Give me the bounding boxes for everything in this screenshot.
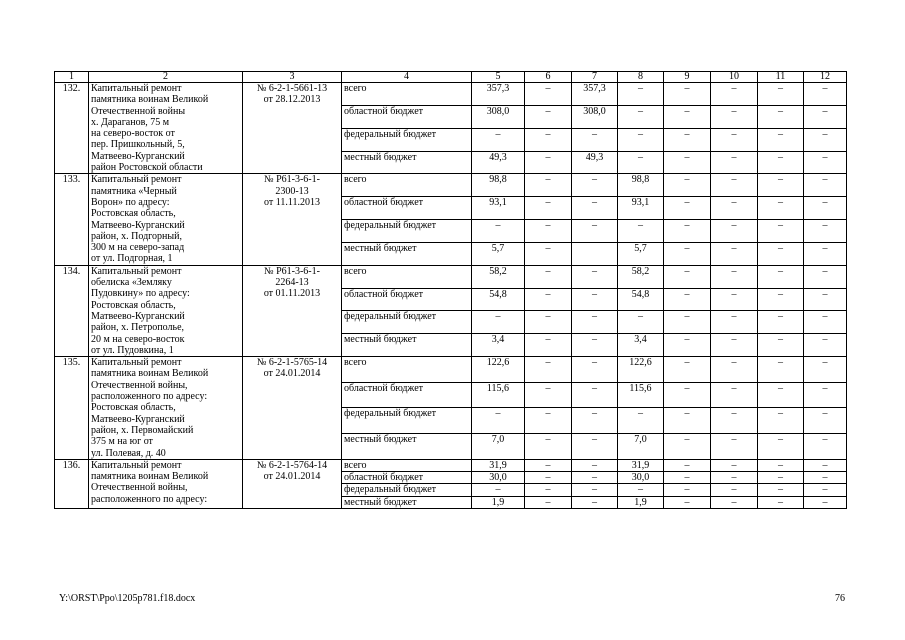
column-number: 5 — [472, 72, 525, 83]
amount-cell: – — [804, 105, 847, 128]
description-line: пер. Пришкольный, 5, — [91, 139, 185, 151]
description-line: х. Дараганов, 75 м — [91, 116, 170, 128]
column-number: 6 — [525, 72, 572, 83]
amount-cell: – — [804, 265, 847, 288]
entry-number: 134. — [55, 265, 89, 356]
amount-cell: – — [572, 382, 618, 408]
column-number: 2 — [89, 72, 243, 83]
description-line: Ворон» по адресу: — [91, 196, 170, 208]
amount-cell: – — [525, 472, 572, 484]
column-number: 8 — [618, 72, 664, 83]
amount-cell: – — [525, 105, 572, 128]
funding-source: всего — [342, 174, 472, 197]
amount-cell: 98,8 — [618, 174, 664, 197]
document-reference — [243, 265, 342, 356]
amount-cell: – — [525, 242, 572, 265]
amount-cell: – — [572, 496, 618, 508]
amount-cell: 308,0 — [572, 105, 618, 128]
funding-source: областной бюджет — [342, 105, 472, 128]
amount-cell: – — [664, 197, 711, 220]
amount-cell: – — [664, 242, 711, 265]
amount-cell: – — [804, 434, 847, 460]
amount-cell: – — [472, 128, 525, 151]
column-number: 11 — [758, 72, 804, 83]
column-number: 12 — [804, 72, 847, 83]
amount-cell: – — [804, 174, 847, 197]
amount-cell: 3,4 — [618, 334, 664, 357]
entry-number: 133. — [55, 174, 89, 265]
description-line: памятника воинам Великой — [91, 471, 209, 483]
funding-source: областной бюджет — [342, 382, 472, 408]
description-line: Отечественной войны, — [91, 379, 188, 391]
entry-number: 135. — [55, 357, 89, 460]
amount-cell: – — [664, 220, 711, 243]
funding-source: федеральный бюджет — [342, 220, 472, 243]
amount-cell: – — [804, 496, 847, 508]
amount-cell: – — [618, 128, 664, 151]
amount-cell: – — [711, 472, 758, 484]
column-number: 1 — [55, 72, 89, 83]
amount-cell: – — [711, 484, 758, 496]
amount-cell: – — [525, 484, 572, 496]
amount-cell: – — [758, 311, 804, 334]
document-line: от 28.12.2013 — [263, 94, 321, 106]
amount-cell: 54,8 — [618, 288, 664, 311]
document-reference — [243, 83, 342, 174]
amount-cell: – — [572, 484, 618, 496]
amount-cell: 7,0 — [472, 434, 525, 460]
amount-cell: 98,8 — [472, 174, 525, 197]
amount-cell: – — [664, 408, 711, 434]
funding-source: областной бюджет — [342, 197, 472, 220]
amount-cell: 30,0 — [472, 472, 525, 484]
description-line: Ростовская область, — [91, 299, 176, 311]
amount-cell: – — [525, 128, 572, 151]
amount-cell: – — [572, 265, 618, 288]
description-line: район, х. Петрополье, — [91, 322, 185, 334]
document-line: № Р61-3-6-1- — [264, 265, 320, 277]
amount-cell: – — [525, 357, 572, 383]
amount-cell: – — [525, 459, 572, 471]
column-number: 9 — [664, 72, 711, 83]
amount-cell: 1,9 — [618, 496, 664, 508]
amount-cell: – — [804, 459, 847, 471]
amount-cell: 58,2 — [618, 265, 664, 288]
table-body — [55, 72, 847, 509]
amount-cell: 54,8 — [472, 288, 525, 311]
funding-source: всего — [342, 265, 472, 288]
amount-cell: – — [804, 197, 847, 220]
amount-cell: – — [472, 408, 525, 434]
amount-cell: – — [664, 484, 711, 496]
amount-cell: – — [711, 408, 758, 434]
description-line: на северо-восток от — [91, 128, 175, 140]
amount-cell: – — [711, 382, 758, 408]
amount-cell: 308,0 — [472, 105, 525, 128]
column-number: 4 — [342, 72, 472, 83]
object-description — [89, 357, 243, 460]
amount-cell: 3,4 — [472, 334, 525, 357]
amount-cell: – — [711, 357, 758, 383]
description-line: Капитальный ремонт — [91, 265, 182, 277]
amount-cell: – — [804, 484, 847, 496]
amount-cell: 357,3 — [472, 83, 525, 106]
funding-source: областной бюджет — [342, 288, 472, 311]
amount-cell: – — [804, 382, 847, 408]
funding-source: всего — [342, 83, 472, 106]
amount-cell: – — [758, 459, 804, 471]
column-number: 7 — [572, 72, 618, 83]
amount-cell: – — [664, 265, 711, 288]
amount-cell: – — [664, 496, 711, 508]
amount-cell: – — [525, 434, 572, 460]
amount-cell: – — [711, 174, 758, 197]
amount-cell: 122,6 — [472, 357, 525, 383]
amount-cell: – — [804, 242, 847, 265]
amount-cell: 58,2 — [472, 265, 525, 288]
amount-cell: – — [804, 151, 847, 174]
amount-cell: – — [618, 151, 664, 174]
amount-cell: – — [664, 357, 711, 383]
amount-cell: – — [618, 408, 664, 434]
description-line: Отечественной войны — [91, 105, 186, 117]
amount-cell: – — [804, 220, 847, 243]
amount-cell: – — [525, 382, 572, 408]
amount-cell: – — [758, 484, 804, 496]
table-row — [55, 459, 847, 471]
amount-cell: 115,6 — [618, 382, 664, 408]
amount-cell: – — [758, 334, 804, 357]
funding-source: местный бюджет — [342, 496, 472, 508]
amount-cell: – — [618, 83, 664, 106]
object-description — [89, 265, 243, 356]
description-line: Матвеево-Курганский — [91, 150, 185, 162]
amount-cell: – — [804, 288, 847, 311]
amount-cell: – — [525, 151, 572, 174]
amount-cell: – — [664, 311, 711, 334]
amount-cell: 5,7 — [472, 242, 525, 265]
table-row — [55, 357, 847, 383]
amount-cell: – — [804, 311, 847, 334]
document-line: от 24.01.2014 — [263, 368, 321, 380]
amount-cell — [572, 242, 618, 265]
amount-cell: 122,6 — [618, 357, 664, 383]
description-line: Отечественной войны, — [91, 482, 188, 494]
funding-source: федеральный бюджет — [342, 408, 472, 434]
amount-cell: – — [572, 174, 618, 197]
amount-cell: – — [804, 83, 847, 106]
funding-source: всего — [342, 357, 472, 383]
amount-cell: 30,0 — [618, 472, 664, 484]
amount-cell: – — [572, 220, 618, 243]
description-line: Капитальный ремонт — [91, 174, 182, 186]
budget-table — [54, 71, 847, 509]
amount-cell: – — [758, 472, 804, 484]
description-line: памятника «Черный — [91, 185, 177, 197]
amount-cell: – — [572, 334, 618, 357]
description-line: Капитальный ремонт — [91, 357, 182, 369]
description-line: Капитальный ремонт — [91, 83, 182, 94]
column-number-row — [55, 72, 847, 83]
amount-cell: – — [758, 174, 804, 197]
amount-cell: – — [664, 334, 711, 357]
amount-cell: – — [758, 434, 804, 460]
amount-cell: – — [758, 242, 804, 265]
amount-cell: – — [664, 288, 711, 311]
amount-cell: – — [758, 151, 804, 174]
amount-cell: – — [664, 472, 711, 484]
amount-cell: 1,9 — [472, 496, 525, 508]
amount-cell: – — [711, 151, 758, 174]
amount-cell: – — [711, 434, 758, 460]
amount-cell: – — [711, 197, 758, 220]
table-row — [55, 83, 847, 106]
amount-cell: – — [572, 472, 618, 484]
document-line: № Р61-3-6-1- — [264, 174, 320, 186]
description-line: Пудовкину» по адресу: — [91, 288, 190, 300]
funding-source: местный бюджет — [342, 242, 472, 265]
document-reference — [243, 459, 342, 508]
amount-cell: – — [572, 311, 618, 334]
amount-cell: – — [572, 197, 618, 220]
amount-cell: – — [525, 174, 572, 197]
amount-cell: – — [664, 83, 711, 106]
amount-cell: – — [711, 334, 758, 357]
description-line: расположенного по адресу: — [91, 493, 208, 505]
amount-cell: – — [664, 459, 711, 471]
document-reference — [243, 174, 342, 265]
description-line: 300 м на северо-запад — [91, 242, 185, 254]
amount-cell: – — [572, 459, 618, 471]
footer-file-path: Y:\ORST\Ppo\1205p781.f18.docx — [59, 593, 196, 604]
description-line: Матвеево-Курганский — [91, 310, 185, 322]
amount-cell: – — [758, 382, 804, 408]
entry-number: 136. — [55, 459, 89, 508]
amount-cell: – — [758, 357, 804, 383]
document-line: от 01.11.2013 — [263, 288, 321, 300]
document-line: № 6-2-1-5765-14 — [256, 357, 328, 369]
object-description — [89, 83, 243, 174]
funding-source: федеральный бюджет — [342, 128, 472, 151]
amount-cell: – — [711, 105, 758, 128]
amount-cell: 49,3 — [572, 151, 618, 174]
amount-cell: – — [618, 311, 664, 334]
amount-cell: – — [711, 311, 758, 334]
column-number: 10 — [711, 72, 758, 83]
amount-cell: – — [758, 408, 804, 434]
amount-cell: – — [711, 83, 758, 106]
funding-source: областной бюджет — [342, 472, 472, 484]
funding-source: местный бюджет — [342, 334, 472, 357]
amount-cell: 93,1 — [618, 197, 664, 220]
amount-cell: – — [664, 382, 711, 408]
description-line: Капитальный ремонт — [91, 459, 182, 471]
document-line: от 11.11.2013 — [264, 196, 320, 208]
page-number: 76 — [835, 593, 845, 604]
funding-source: местный бюджет — [342, 151, 472, 174]
amount-cell: – — [525, 197, 572, 220]
amount-cell: – — [525, 311, 572, 334]
object-description — [89, 459, 243, 508]
amount-cell: – — [804, 128, 847, 151]
amount-cell: – — [758, 265, 804, 288]
amount-cell: 93,1 — [472, 197, 525, 220]
amount-cell: – — [525, 220, 572, 243]
amount-cell: – — [758, 83, 804, 106]
description-line: от ул. Пудовкина, 1 — [91, 344, 174, 356]
table-row — [55, 174, 847, 197]
amount-cell: – — [758, 128, 804, 151]
amount-cell: 31,9 — [472, 459, 525, 471]
amount-cell: – — [525, 265, 572, 288]
object-description — [89, 174, 243, 265]
amount-cell: – — [572, 434, 618, 460]
amount-cell: – — [711, 496, 758, 508]
column-number: 3 — [243, 72, 342, 83]
amount-cell: – — [804, 334, 847, 357]
document-line: от 24.01.2014 — [263, 471, 321, 483]
description-line: расположенного по адресу: — [91, 391, 208, 403]
amount-cell: – — [711, 265, 758, 288]
amount-cell: – — [664, 151, 711, 174]
document-line: 2264-13 — [275, 277, 309, 289]
description-line: от ул. Подгорная, 1 — [91, 253, 173, 265]
amount-cell: – — [572, 128, 618, 151]
amount-cell: – — [758, 288, 804, 311]
description-line: обелиска «Земляку — [91, 277, 172, 289]
amount-cell: – — [525, 83, 572, 106]
funding-source: федеральный бюджет — [342, 311, 472, 334]
amount-cell: 31,9 — [618, 459, 664, 471]
funding-source: федеральный бюджет — [342, 484, 472, 496]
amount-cell: – — [711, 459, 758, 471]
description-line: 375 м на юг от — [91, 436, 153, 448]
amount-cell: – — [472, 484, 525, 496]
document-line: № 6-2-1-5764-14 — [256, 459, 328, 471]
amount-cell: – — [618, 105, 664, 128]
description-line: район Ростовской области — [91, 162, 203, 174]
amount-cell: 7,0 — [618, 434, 664, 460]
amount-cell: – — [572, 357, 618, 383]
amount-cell: – — [711, 220, 758, 243]
amount-cell: – — [804, 408, 847, 434]
amount-cell: – — [711, 128, 758, 151]
amount-cell: – — [758, 105, 804, 128]
amount-cell: – — [618, 484, 664, 496]
description-line: 20 м на северо-восток — [91, 333, 185, 345]
amount-cell: – — [472, 220, 525, 243]
funding-source: всего — [342, 459, 472, 471]
description-line: Ростовская область, — [91, 402, 176, 414]
amount-cell: – — [525, 288, 572, 311]
funding-source: местный бюджет — [342, 434, 472, 460]
amount-cell: 5,7 — [618, 242, 664, 265]
entry-number: 132. — [55, 83, 89, 174]
description-line: памятника воинам Великой — [91, 368, 209, 380]
amount-cell: – — [525, 334, 572, 357]
document-line: 2300-13 — [275, 185, 309, 197]
amount-cell: – — [711, 288, 758, 311]
description-line: Ростовская область, — [91, 208, 176, 220]
amount-cell: – — [758, 496, 804, 508]
description-line: Матвеево-Курганский — [91, 219, 185, 231]
amount-cell: 115,6 — [472, 382, 525, 408]
description-line: район, х. Подгорный, — [91, 230, 182, 242]
document-line: № 6-2-1-5661-13 — [256, 83, 328, 94]
table-row — [55, 265, 847, 288]
amount-cell: – — [618, 220, 664, 243]
amount-cell: – — [758, 197, 804, 220]
amount-cell: – — [525, 496, 572, 508]
amount-cell: – — [525, 408, 572, 434]
amount-cell: – — [664, 174, 711, 197]
amount-cell: – — [572, 408, 618, 434]
description-line: район, х. Первомайский — [91, 424, 194, 436]
document-reference — [243, 357, 342, 460]
amount-cell: 49,3 — [472, 151, 525, 174]
description-line: Матвеево-Курганский — [91, 413, 185, 425]
amount-cell: – — [572, 288, 618, 311]
amount-cell: – — [664, 434, 711, 460]
amount-cell: – — [664, 105, 711, 128]
amount-cell: – — [804, 472, 847, 484]
amount-cell: – — [758, 220, 804, 243]
amount-cell: – — [664, 128, 711, 151]
description-line: ул. Полевая, д. 40 — [91, 447, 166, 459]
description-line: памятника воинам Великой — [91, 94, 209, 106]
amount-cell: – — [804, 357, 847, 383]
amount-cell: – — [711, 242, 758, 265]
amount-cell: 357,3 — [572, 83, 618, 106]
amount-cell: – — [472, 311, 525, 334]
